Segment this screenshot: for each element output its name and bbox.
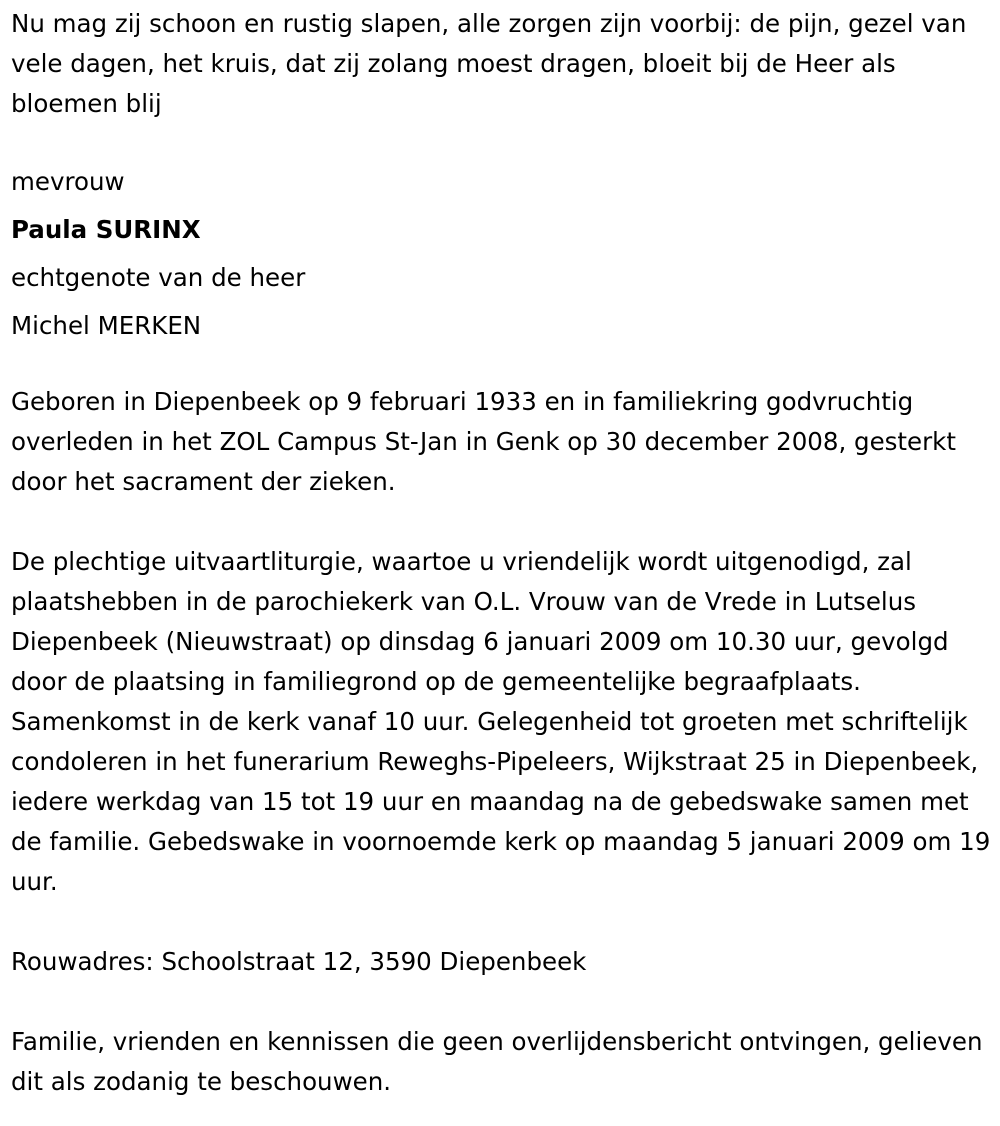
- closing-paragraph: Familie, vrienden en kennissen die geen overlijdensbericht ontvingen, gelieven dit als zodanig te beschouwen.: [11, 1027, 983, 1096]
- address-paragraph: Rouwadres: Schoolstraat 12, 3590 Diepenbeek: [11, 947, 587, 976]
- spouse-name: Michel MERKEN: [11, 311, 202, 340]
- relation-line: echtgenote van de heer: [11, 263, 306, 292]
- funeral-paragraph: De plechtige uitvaartliturgie, waartoe u vriendelijk wordt uitgenodigd, zal plaatshebben in de parochiekerk van O.L. Vrouw van de Vrede in Lutselus Diepenbeek (Nieuwstraat) op dinsdag 6 januari 2009 om 10.30 uur, gevolgd door de plaatsing in familiegrond op de gemeentelijke begraafplaats. Samenkomst in de kerk vanaf 10 uur. Gelegenheid tot groeten met schriftelijk condoleren in het funerarium Reweghs-Pipeleers, Wijkstraat 25 in Diepenbeek, iedere werkdag van 15 tot 19 uur en maandag na de gebedswake samen met de familie. Gebedswake in voornoemde kerk op maandag 5 januari 2009 om 19 uur.: [11, 547, 991, 896]
- name-block: [11, 158, 996, 350]
- title-line: mevrouw: [11, 167, 125, 196]
- deceased-name: Paula SURINX: [11, 215, 201, 244]
- birth-death-paragraph: Geboren in Diepenbeek op 9 februari 1933 en in familiekring godvruchtig overleden in het ZOL Campus St-Jan in Genk op 30 december 2008, gesterkt door het sacrament der zieken.: [11, 387, 956, 496]
- poem-paragraph: Nu mag zij schoon en rustig slapen, alle zorgen zijn voorbij: de pijn, gezel van vele dagen, het kruis, dat zij zolang moest dragen, bloeit bij de Heer als bloemen blij: [11, 9, 967, 118]
